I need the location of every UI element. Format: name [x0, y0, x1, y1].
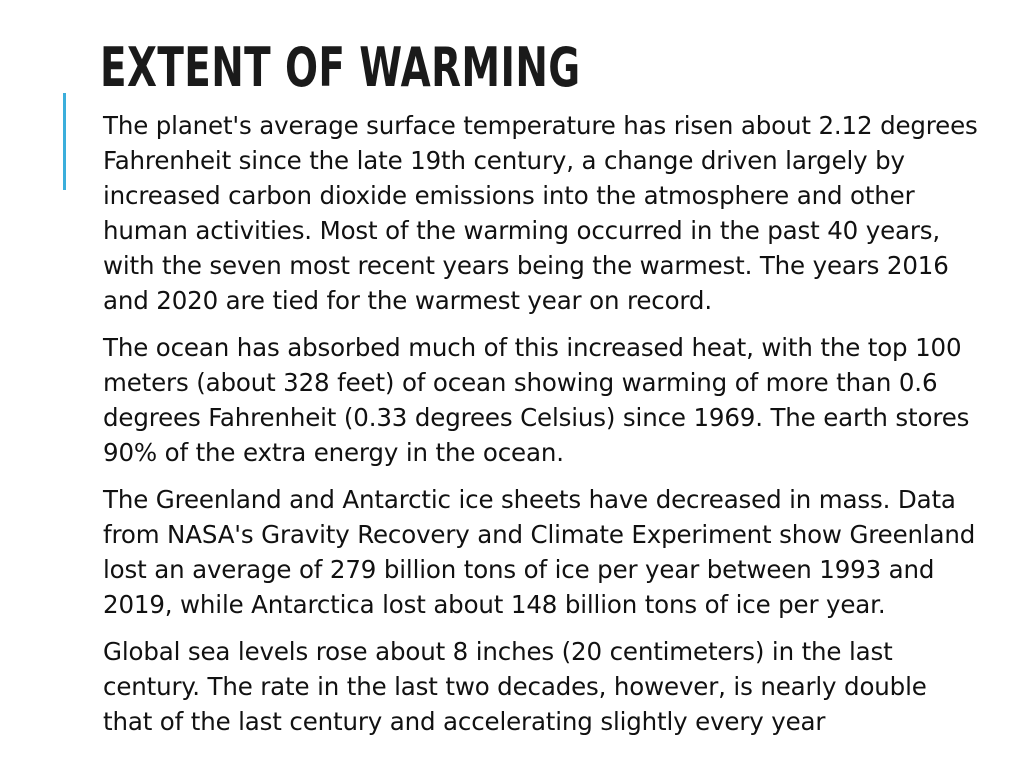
- paragraph-sea-level: Global sea levels rose about 8 inches (20 centimeters) in the last century. The rate in the last two decades, however, is nearly double that of the last century and accelerating slightly every year: [103, 637, 927, 736]
- paragraph-ice-sheets: The Greenland and Antarctic ice sheets have decreased in mass. Data from NASA's Gravity Recovery and Climate Experiment show Greenland lost an average of 279 billion tons of ice per year between 1993 and 2019, while Antarctica lost about 148 billion tons of ice per year.: [103, 485, 976, 619]
- page-title: EXTENT OF WARMING: [100, 36, 581, 99]
- accent-bar: [63, 93, 66, 190]
- body-content: [103, 108, 983, 739]
- paragraph-surface-temperature: The planet's average surface temperature has risen about 2.12 degrees Fahrenheit since the late 19th century, a change driven largely by increased carbon dioxide emissions into the atmosphere and other human activities. Most of the warming occurred in the past 40 years, with the seven most recent years being the warmest. The years 2016 and 2020 are tied for the warmest year on record.: [103, 111, 978, 315]
- paragraph-ocean-heat: The ocean has absorbed much of this increased heat, with the top 100 meters (about 328 feet) of ocean showing warming of more than 0.6 degrees Fahrenheit (0.33 degrees Celsius) since 1969. The earth stores 90% of the extra energy in the ocean.: [103, 333, 970, 467]
